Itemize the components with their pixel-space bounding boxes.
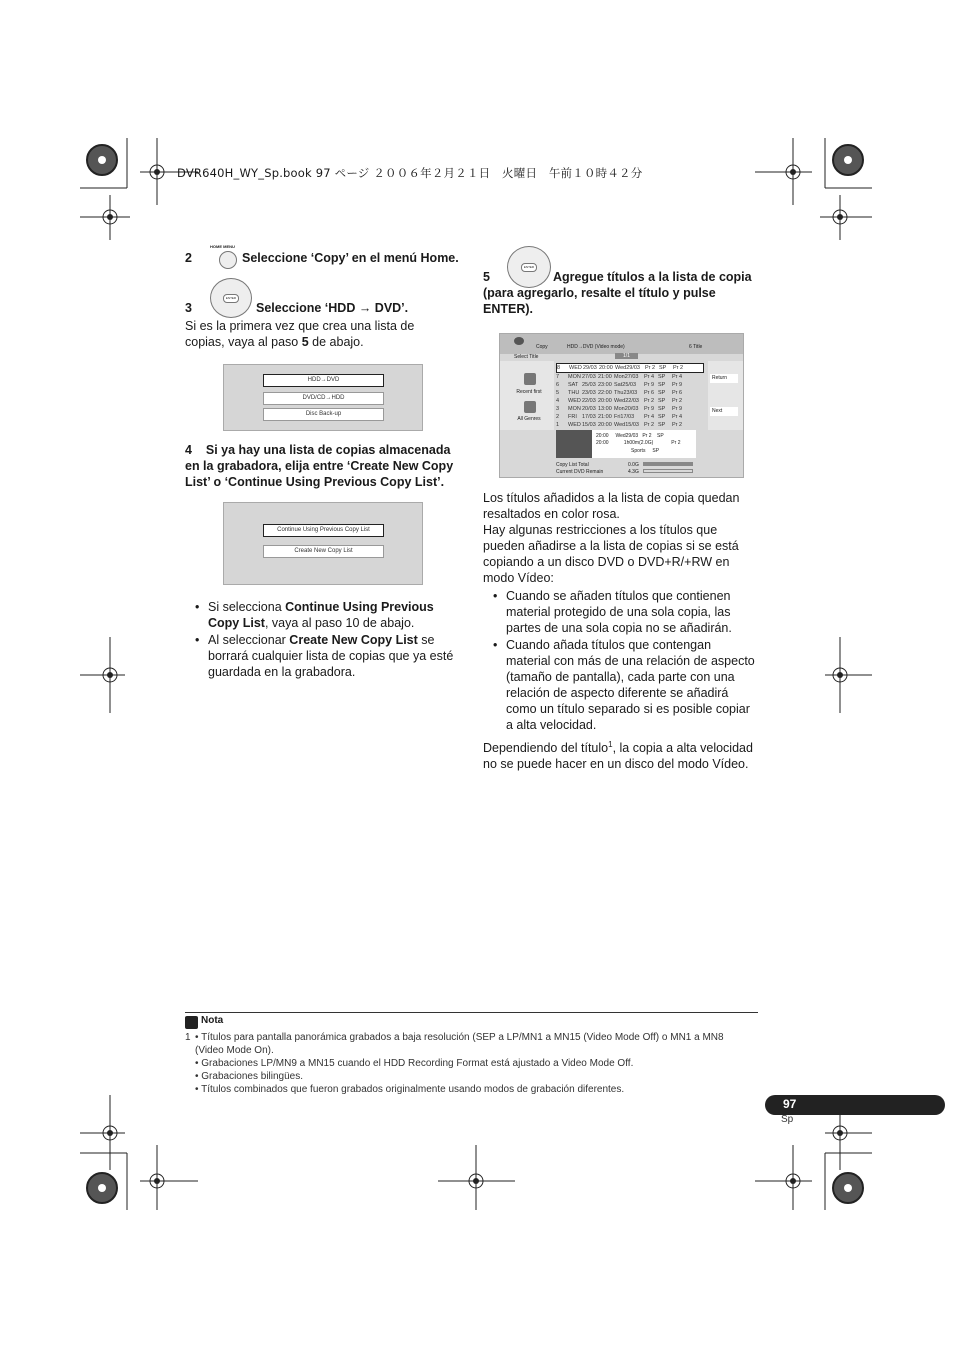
info-line: Sports SP xyxy=(631,448,660,454)
select-title-label: Select Title xyxy=(514,354,539,360)
footnote-line: • Títulos combinados que fueron grabados originalmente usando modos de grabación diferentes. xyxy=(195,1084,625,1095)
table-cell: 3 xyxy=(556,406,560,412)
menu-item-disc-backup[interactable]: Disc Back-up xyxy=(263,408,384,421)
table-row[interactable] xyxy=(556,413,704,421)
thumbnail xyxy=(556,430,592,458)
table-cell: Mon20/03 xyxy=(614,406,639,412)
menu-item-dvd-hdd[interactable]: DVD/CD→HDD xyxy=(263,392,384,405)
list-item: • Al seleccionar Create New Copy List se borrará cualquier lista de copias que ya esté guardada en la grabadora. xyxy=(195,633,454,679)
title-count: 6 Title xyxy=(689,344,703,350)
step2-number: 2 xyxy=(185,251,192,265)
table-cell: 20:00 xyxy=(598,422,612,428)
info-line: 20:00 1h00m(2.0G) Pr 2 xyxy=(596,440,681,446)
table-cell: SP xyxy=(658,406,666,412)
screen-title-bar xyxy=(500,334,743,354)
table-row[interactable] xyxy=(556,389,704,397)
screen-title: Copy xyxy=(536,344,548,350)
table-cell: 23/03 xyxy=(582,390,596,396)
table-cell: Pr 4 xyxy=(672,374,683,380)
table-cell: Fri17/03 xyxy=(614,414,635,420)
table-cell: WED xyxy=(569,365,582,371)
table-cell: SP xyxy=(658,374,666,380)
table-cell: Pr 2 xyxy=(644,398,655,404)
table-cell: Mon27/03 xyxy=(614,374,639,380)
note-label: Nota xyxy=(201,1015,224,1026)
table-cell: 20/03 xyxy=(582,406,596,412)
table-cell: 27/03 xyxy=(582,374,596,380)
table-row[interactable] xyxy=(556,405,704,413)
enter-label: ENTER xyxy=(223,294,239,303)
table-cell: 22:00 xyxy=(598,390,612,396)
step5-text: 5 Agregue títulos a la lista de copia (para agregarlo, resalte el título y pulse ENTER). xyxy=(483,270,752,316)
table-cell: 20:00 xyxy=(598,398,612,404)
info-line: 20:00 Wed29/03 Pr 2 SP xyxy=(596,433,664,439)
table-cell: Pr 6 xyxy=(644,390,655,396)
table-cell: SAT xyxy=(568,382,579,388)
table-cell: 20:00 xyxy=(599,365,613,371)
table-cell: Pr 2 xyxy=(645,365,656,371)
footnote-body xyxy=(195,1031,755,1096)
table-cell: Thu23/03 xyxy=(614,390,638,396)
paragraph: Hay algunas restricciones a los títulos que pueden añadirse a la lista de copias si se está copiando a un disco DVD o DVD+R/+RW en modo Vídeo: xyxy=(483,523,739,585)
next-button[interactable]: Next xyxy=(710,407,738,416)
list-item: • Cuando se añaden títulos que contienen material protegido de una sola copia, las partes de una sola copia no se añadirán. xyxy=(493,589,732,635)
table-cell: 21:00 xyxy=(598,414,612,420)
table-cell: Pr 9 xyxy=(672,406,683,412)
genre-panel xyxy=(500,361,554,430)
table-cell: 21:00 xyxy=(598,374,612,380)
table-cell: 1 xyxy=(556,422,560,428)
table-cell: Pr 9 xyxy=(672,382,683,388)
table-cell: Wed29/03 xyxy=(615,365,640,371)
copy-menu-screen xyxy=(223,364,423,431)
menu-item-new-list[interactable]: Create New Copy List xyxy=(263,545,384,558)
table-cell: FRI xyxy=(568,414,577,420)
title-info xyxy=(556,430,696,458)
table-cell: 5 xyxy=(556,390,560,396)
table-cell: Pr 4 xyxy=(644,374,655,380)
table-cell: Pr 2 xyxy=(644,422,655,428)
enter-joystick-icon xyxy=(210,278,252,318)
page-number-tab xyxy=(765,1095,945,1115)
menu-item-continue-list[interactable]: Continue Using Previous Copy List xyxy=(263,524,384,537)
table-cell: 29/03 xyxy=(583,365,597,371)
table-cell: Pr 2 xyxy=(672,398,683,404)
table-cell: Pr 9 xyxy=(644,406,655,412)
genre-recent[interactable]: Recent first xyxy=(516,389,542,395)
footnote-number: 1 xyxy=(185,1032,191,1043)
note-pencil-icon xyxy=(185,1016,198,1029)
totals: Copy List Total 0.0G Current DVD Remain 4.3G xyxy=(556,462,693,476)
list-item: • Cuando añada títulos que contengan material con más de una relación de aspecto (tamaño de pantalla), cada parte con una relación de aspecto diferente se añadirá como un título separado si es posible copiar a alta velocidad. xyxy=(493,638,755,732)
table-cell: SP xyxy=(658,422,666,428)
table-cell: 4 xyxy=(556,398,560,404)
table-row[interactable] xyxy=(556,397,704,405)
enter-label: ENTER xyxy=(521,263,537,272)
recent-icon xyxy=(524,373,536,385)
table-cell: MON xyxy=(568,406,581,412)
table-cell: 17/03 xyxy=(582,414,596,420)
title-table xyxy=(556,363,704,428)
table-cell: SP xyxy=(658,414,666,420)
table-cell: Wed22/03 xyxy=(614,398,639,404)
return-button[interactable]: Return xyxy=(710,374,738,383)
table-cell: 15/03 xyxy=(582,422,596,428)
table-cell: THU xyxy=(568,390,580,396)
table-cell: 13:00 xyxy=(598,406,612,412)
table-cell: 7 xyxy=(556,374,560,380)
table-cell: Pr 2 xyxy=(672,422,683,428)
home-menu-button-icon xyxy=(219,251,237,269)
table-cell: WED xyxy=(568,422,581,428)
table-row[interactable] xyxy=(556,381,704,389)
bullets-step5 xyxy=(493,588,756,733)
nav-panel xyxy=(708,361,743,430)
table-cell: Pr 4 xyxy=(644,414,655,420)
table-cell: Sat25/03 xyxy=(614,382,637,388)
disc-icon xyxy=(514,337,524,345)
table-cell: 22/03 xyxy=(582,398,596,404)
table-cell: 25/03 xyxy=(582,382,596,388)
footnote-line: • Grabaciones bilingües. xyxy=(195,1071,304,1082)
print-header: DVR640H_WY_Sp.book 97 ページ ２００６年２月２１日 火曜日 午前１０時４２分 xyxy=(177,166,643,180)
table-cell: Pr 9 xyxy=(644,382,655,388)
paragraph: Los títulos añadidos a la lista de copia quedan resaltados en color rosa. xyxy=(483,491,740,521)
table-cell: WED xyxy=(568,398,581,404)
screen-mode: HDD→DVD (Video mode) xyxy=(567,344,625,350)
home-menu-label: HOME MENU xyxy=(210,244,235,249)
footnote-line: • Grabaciones LP/MN9 a MN15 cuando el HDD Recording Format está ajustado a Video Mode Off. xyxy=(195,1058,634,1069)
language-code: Sp xyxy=(781,1114,794,1125)
table-cell: SP xyxy=(658,398,666,404)
table-cell: Pr 6 xyxy=(672,390,683,396)
copy-list-screen xyxy=(223,502,423,585)
bullets-step4 xyxy=(195,599,455,680)
note-divider xyxy=(185,1012,758,1013)
list-item: • Si selecciona Continue Using Previous Copy List, vaya al paso 10 de abajo. xyxy=(195,600,434,630)
genre-all[interactable]: All Genres xyxy=(517,416,541,422)
table-row[interactable] xyxy=(556,421,704,429)
step3-text: Seleccione ‘HDD → DVD’. xyxy=(256,301,409,315)
closing-paragraph: Dependiendo del título$^1$, la copia a alta velocidad no se puede hacer en un disco del modo Vídeo. xyxy=(483,740,753,772)
table-cell: Wed15/03 xyxy=(614,422,639,428)
right-body xyxy=(483,490,758,586)
genres-icon xyxy=(524,401,536,413)
menu-item-hdd-dvd[interactable]: HDD→DVD xyxy=(263,374,384,387)
table-cell: 2 xyxy=(556,414,560,420)
table-cell: 23:00 xyxy=(598,382,612,388)
page-number: 97 xyxy=(783,1097,797,1111)
step3-body: Si es la primera vez que crea una lista de copias, vaya al paso 5 de abajo. xyxy=(185,319,415,349)
step4-text: 4 Si ya hay una lista de copias almacenada en la grabadora, elija entre ‘Create New Copy List’ o ‘Continue Using Previous Copy List’. xyxy=(185,443,454,489)
page-indicator: 1/1 xyxy=(615,353,638,359)
table-cell: SP xyxy=(659,365,667,371)
table-row[interactable] xyxy=(556,373,704,381)
select-title-screen xyxy=(499,333,744,478)
table-cell: 6 xyxy=(556,382,560,388)
step2-text: Seleccione ‘Copy’ en el menú Home. xyxy=(242,251,459,265)
table-row[interactable] xyxy=(556,363,704,373)
footnote-line: • Títulos para pantalla panorámica grabados a baja resolución (SEP a LP/MN1 a MN15 (Video Mode Off) o MN1 a MN8 (Video Mode On). xyxy=(195,1032,724,1056)
table-cell: Pr 2 xyxy=(673,365,684,371)
table-cell: 8 xyxy=(557,365,561,371)
table-cell: SP xyxy=(658,390,666,396)
table-cell: Pr 4 xyxy=(672,414,683,420)
step3-number: 3 xyxy=(185,301,192,315)
table-cell: SP xyxy=(658,382,666,388)
table-cell: MON xyxy=(568,374,581,380)
